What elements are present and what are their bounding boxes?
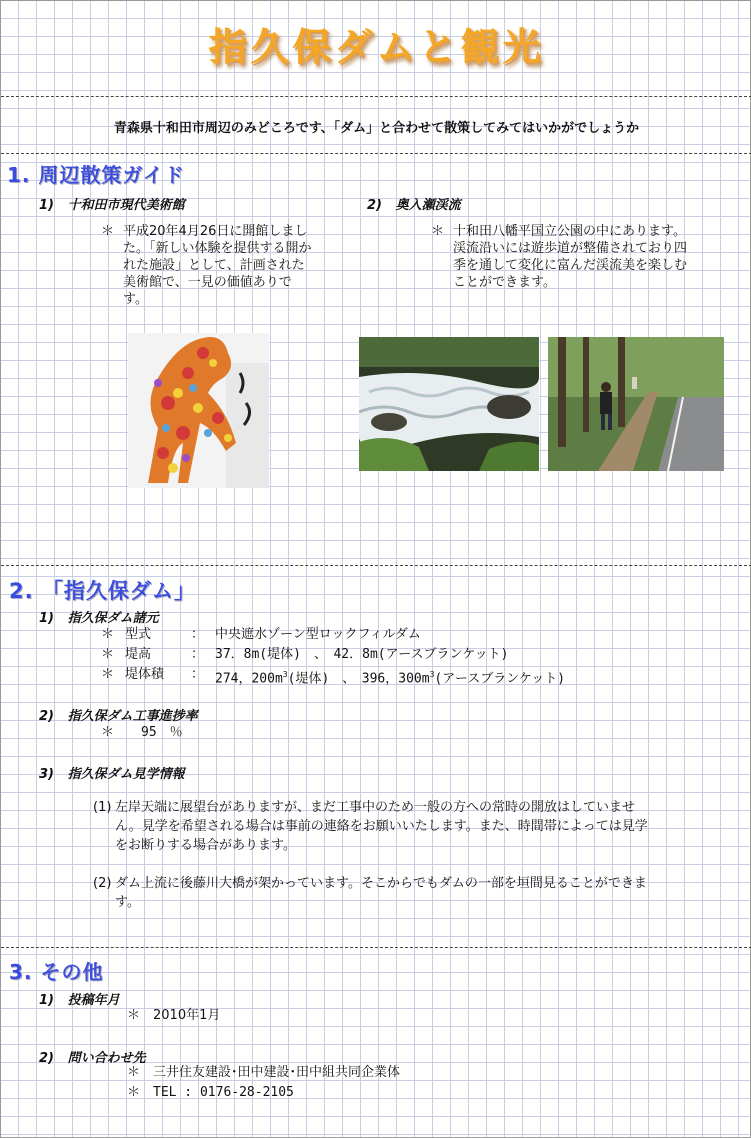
bullet: ＊	[431, 224, 445, 239]
spec-colon: ：	[191, 647, 205, 662]
spec-value	[215, 665, 565, 689]
spec-value: 中央遮水ゾーン型ロックフィルダム	[215, 627, 421, 642]
spec-colon: ：	[191, 627, 205, 642]
divider	[1, 96, 751, 97]
item-title: 問い合わせ先	[67, 1051, 146, 1066]
item-number: 2)	[367, 198, 382, 213]
contact-organization: 三井住友建設･田中建設･田中組共同企業体	[153, 1065, 401, 1080]
bullet: ＊	[101, 224, 115, 239]
page-title: 指久保ダムと観光	[208, 25, 545, 69]
tour-note-2: ダム上流に後藤川大橋が架かっています。そこからでもダムの一部を垣間見ることができます。	[115, 876, 647, 910]
item-2-heading	[367, 194, 461, 213]
progress-value: 95 ％	[141, 725, 183, 740]
item-number: 2)	[39, 1051, 54, 1066]
spec-colon: ：	[191, 667, 205, 682]
bullet: ＊	[127, 1085, 141, 1100]
bullet: ＊	[101, 627, 115, 642]
superscript: 3	[282, 670, 288, 679]
volume-blanket: (堤体) 、 396，300m	[287, 671, 430, 687]
posted-date: 2010年1月	[153, 1008, 221, 1023]
tour-note-1: 左岸天端に展望台がありますが、まだ工事中のため一般の方への常時の開放はしていません。見学を希望される場合は事前の連絡をお願いいたします。また、時間帯によっては見学をお断りする場合があります。	[115, 800, 648, 853]
item-title: 十和田市現代美術館	[67, 198, 185, 213]
posted-heading	[39, 989, 120, 1008]
progress-heading	[39, 705, 198, 724]
volume-dam: 274，200m	[215, 671, 283, 687]
spec-label: 堤体積	[125, 667, 165, 682]
specs-heading	[39, 607, 159, 626]
stream-rapids-image	[359, 337, 539, 471]
spec-label: 堤高	[125, 647, 152, 662]
museum-description: 平成20年4月26日に開館しました。「新しい体験を提供する開かれた施設」として、計画された美術館で、一見の価値ありです。	[123, 224, 312, 307]
bullet: ＊	[127, 1065, 141, 1080]
item-number: 1)	[39, 198, 54, 213]
item-number: 2)	[39, 709, 54, 724]
item-1-heading	[39, 194, 185, 213]
contact-phone: TEL : 0176-28-2105	[153, 1085, 294, 1100]
stream-description: 十和田八幡平国立公園の中にあります。渓流沿いには遊歩道が整備されており四季を通して変化に富んだ渓流美を楽しむことができます。	[453, 224, 688, 290]
item-number: 3)	[39, 767, 54, 782]
item-title: 投稿年月	[67, 993, 120, 1008]
bullet: ＊	[101, 725, 115, 740]
divider	[1, 565, 751, 566]
flower-horse-sculpture-image	[128, 333, 269, 488]
volume-note: (アースブランケット)	[434, 671, 566, 687]
bullet: ＊	[101, 647, 115, 662]
bullet: ＊	[101, 667, 115, 682]
superscript: 3	[429, 670, 435, 679]
item-title: 奥入瀬渓流	[395, 198, 461, 213]
section-2-heading: 2. 「指久保ダム」	[9, 579, 196, 603]
section-1-heading: 1. 周辺散策ガイド	[7, 163, 185, 187]
item-title: 指久保ダム諸元	[67, 611, 159, 626]
spec-value: 37．8m(堤体) 、 42．8m(アースブランケット)	[215, 647, 509, 662]
item-title: 指久保ダム見学情報	[67, 767, 185, 782]
tour-note-number: (1)	[93, 800, 112, 815]
section-3-heading: 3. その他	[9, 960, 104, 984]
forest-walking-path-image	[548, 337, 724, 471]
intro-text: 青森県十和田市周辺のみどころです、「ダム」と合わせて散策してみてはいかがでしょうか	[113, 121, 640, 136]
tour-note-number: (2)	[93, 876, 112, 891]
item-title: 指久保ダム工事進捗率	[67, 709, 198, 724]
spec-row	[101, 625, 114, 645]
divider	[1, 153, 751, 154]
item-number: 1)	[39, 993, 54, 1008]
tour-heading	[39, 763, 185, 782]
bullet: ＊	[127, 1008, 141, 1023]
item-number: 1)	[39, 611, 54, 626]
spec-label: 型式	[125, 627, 152, 642]
divider	[1, 947, 751, 948]
